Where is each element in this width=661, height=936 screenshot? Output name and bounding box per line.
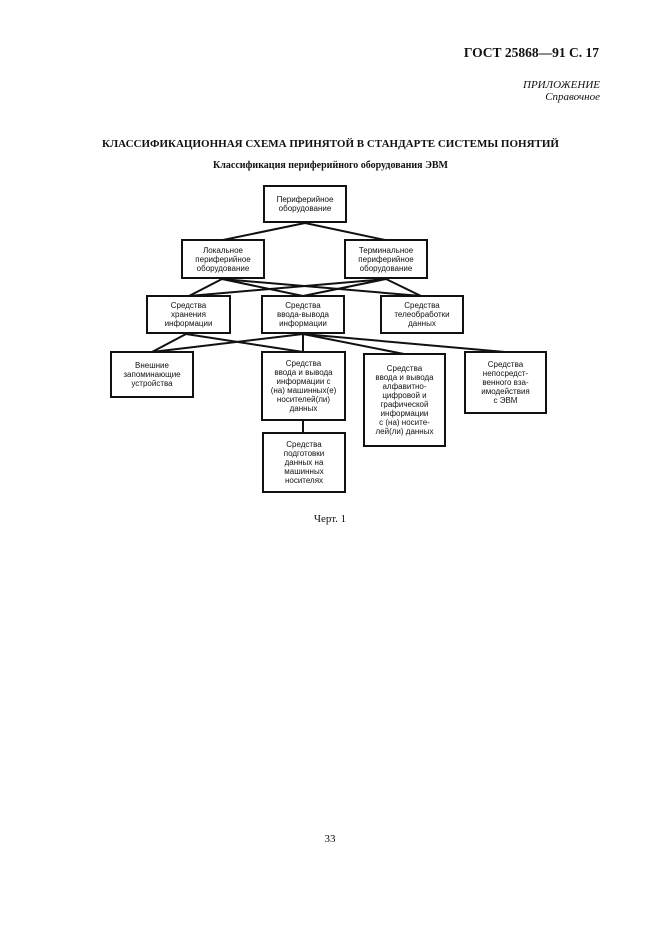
node-data-preparation [262, 432, 346, 493]
node-direct-interaction [464, 351, 547, 414]
node-local-peripheral [181, 239, 265, 279]
node-label: Средства ввода и вывода алфавитно- цифровой и графической информации с (на) носите- лей(ли) данных [375, 364, 434, 436]
appendix-type: Справочное [545, 91, 600, 103]
page-number: 33 [324, 833, 336, 845]
page-title: КЛАССИФИКАЦИОННАЯ СХЕМА ПРИНЯТОЙ В СТАНДАРТЕ СИСТЕМЫ ПОНЯТИЙ [102, 138, 559, 150]
node-label: Средства ввода-вывода информации [276, 301, 329, 328]
node-io-means [261, 295, 345, 334]
node-label: Средства телеобработки данных [394, 301, 450, 328]
node-io-machine-media [261, 351, 346, 421]
node-terminal-peripheral [344, 239, 428, 279]
node-external-storage [110, 351, 194, 398]
figure-caption: Черт. 1 [313, 513, 347, 525]
node-storage-means [146, 295, 231, 334]
node-label: Внешние запоминающие устройства [123, 361, 181, 388]
node-label: Средства хранения информации [164, 301, 213, 328]
node-label: Средства ввода и вывода информации с (на) машинных(е) носителей(ли) данных [270, 359, 337, 413]
node-label: Средства непосредст- венного вза- имодействия с ЭВМ [481, 360, 530, 405]
node-io-alphanumeric-graphic [363, 353, 446, 447]
node-label: Периферийное оборудование [276, 195, 334, 213]
node-label: Локальное периферийное оборудование [195, 245, 251, 273]
edge-io-direct [303, 334, 505, 352]
appendix-title: ПРИЛОЖЕНИЕ [523, 79, 600, 91]
node-label: Терминальное периферийное оборудование [358, 245, 414, 273]
edge-root-local [223, 223, 305, 240]
diagram-subtitle: Классификация периферийного оборудования ЭВМ [213, 160, 448, 171]
node-label: Средства подготовки данных на машинных носителях [283, 440, 325, 485]
edge-root-terminal [305, 223, 385, 240]
node-teleprocessing [380, 295, 464, 334]
node-peripheral-equipment [263, 185, 347, 223]
document-reference: ГОСТ 25868—91 С. 17 [463, 45, 599, 60]
